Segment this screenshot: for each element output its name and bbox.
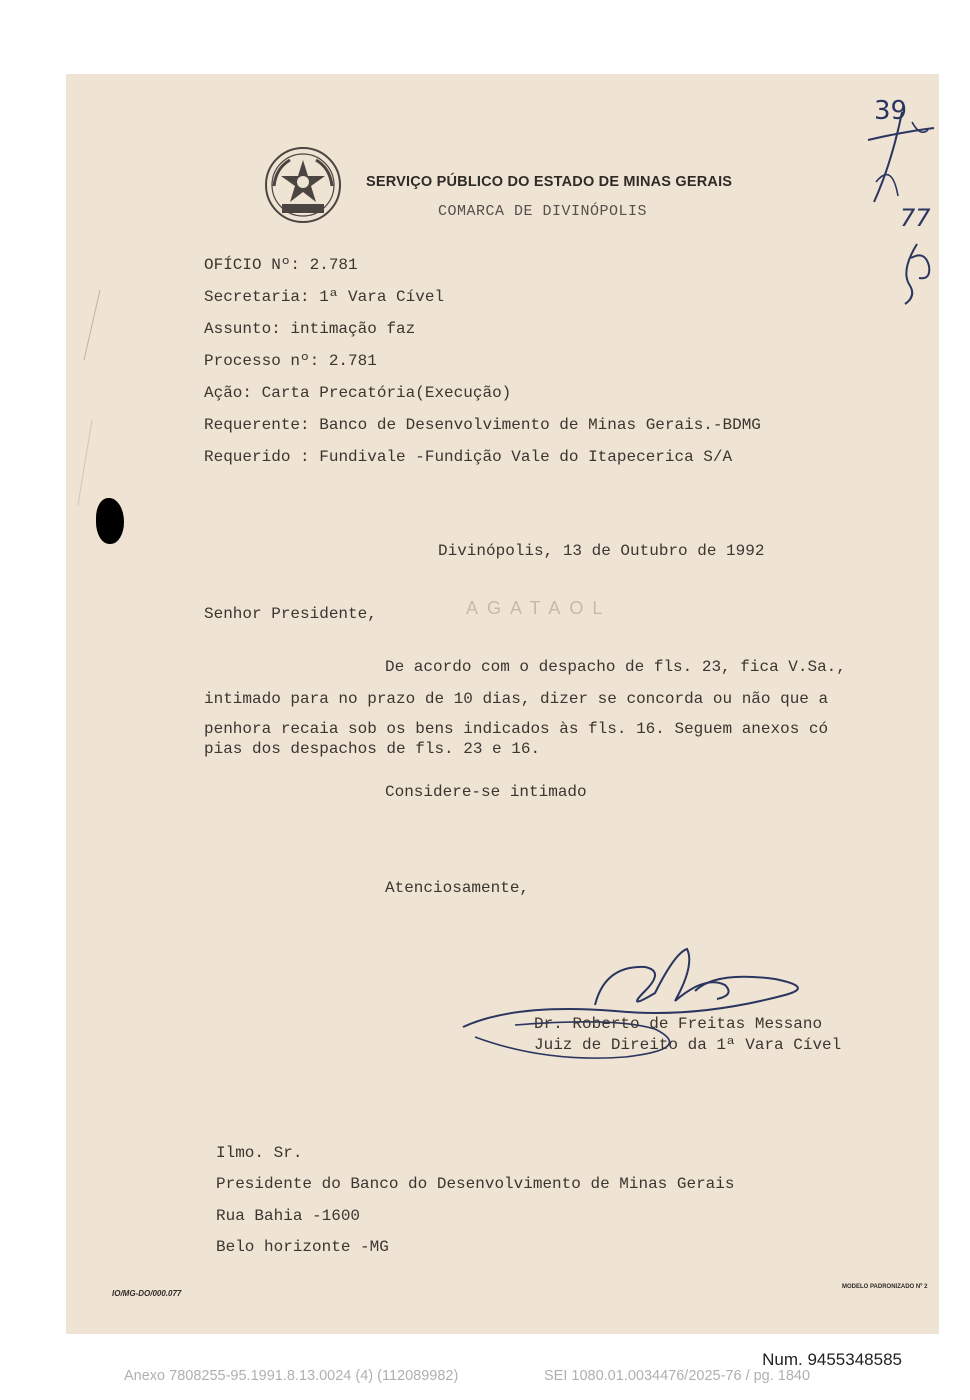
date-line: Divinópolis, 13 de Outubro de 1992	[438, 542, 765, 560]
salutation: Senhor Presidente,	[204, 605, 377, 623]
footer-annex-reference: Anexo 7808255-95.1991.8.13.0024 (4) (112089982)	[124, 1368, 459, 1384]
margin-number-top: 39	[874, 96, 908, 126]
field-value: 2.781	[328, 352, 377, 370]
signer-name: Dr. Roberto de Freitas Messano	[534, 1015, 823, 1033]
field-processo	[204, 352, 377, 370]
field-value: intimação faz	[290, 320, 416, 338]
field-value: 1ª Vara Cível	[319, 288, 445, 306]
field-label: Assunto:	[204, 320, 281, 338]
body-line-2: intimado para no prazo de 10 dias, dizer se concorda ou não que a	[204, 690, 829, 708]
margin-initials-scribble	[895, 240, 935, 308]
header-comarca: COMARCA DE DIVINÓPOLIS	[438, 203, 648, 220]
recipient-line-3: Rua Bahia -1600	[216, 1207, 361, 1225]
ink-blot	[96, 498, 124, 544]
field-label: Processo nº:	[204, 352, 320, 370]
header-state-service: SERVIÇO PÚBLICO DO ESTADO DE MINAS GERAIS	[366, 174, 733, 190]
field-value: 2.781	[309, 256, 358, 274]
margin-handwritten-scribble	[862, 92, 942, 212]
recipient-line-4: Belo horizonte -MG	[216, 1238, 389, 1256]
footer-sei-reference: SEI 1080.01.0034476/2025-76 / pg. 1840	[544, 1368, 811, 1384]
field-value: Carta Precatória(Execução)	[261, 384, 512, 402]
recipient-line-1: Ilmo. Sr.	[216, 1144, 303, 1162]
field-value: Banco de Desenvolvimento de Minas Gerais.-BDMG	[319, 416, 761, 434]
faded-stamp: AGATAOL	[466, 598, 612, 618]
field-label: Requerente:	[204, 416, 310, 434]
body-line-1: De acordo com o despacho de fls. 23, fica V.Sa.,	[385, 658, 846, 676]
field-assunto	[204, 320, 415, 338]
field-value: Fundivale -Fundição Vale do Itapecerica S/A	[319, 448, 733, 466]
field-label: Requerido :	[204, 448, 310, 466]
margin-number-77: 77	[900, 204, 931, 232]
field-label: OFÍCIO Nº:	[204, 256, 301, 274]
field-requerido	[204, 448, 732, 466]
form-code-left: IO/MG-DO/000.077	[112, 1289, 182, 1298]
body-line-4: pias dos despachos de fls. 23 e 16.	[204, 740, 541, 758]
footer-document-number: Num. 9455348585	[762, 1350, 902, 1369]
recipient-line-2: Presidente do Banco do Desenvolvimento de Minas Gerais	[216, 1175, 735, 1193]
closing: Atenciosamente,	[385, 879, 530, 897]
field-secretaria	[204, 288, 444, 306]
form-code-right: MODELO PADRONIZADO Nº 2	[842, 1284, 928, 1290]
field-label: Ação:	[204, 384, 253, 402]
field-label: Secretaria:	[204, 288, 310, 306]
coat-of-arms-seal-icon	[264, 146, 342, 224]
paper-scratch-marks	[70, 270, 110, 530]
field-acao	[204, 384, 511, 402]
body-line-3: penhora recaia sob os bens indicados às fls. 16. Seguem anexos có	[204, 720, 829, 738]
field-requerente	[204, 416, 761, 434]
signer-title: Juiz de Direito da 1ª Vara Cível	[534, 1036, 842, 1054]
field-oficio	[204, 256, 358, 274]
consider-intimated: Considere-se intimado	[385, 783, 587, 801]
